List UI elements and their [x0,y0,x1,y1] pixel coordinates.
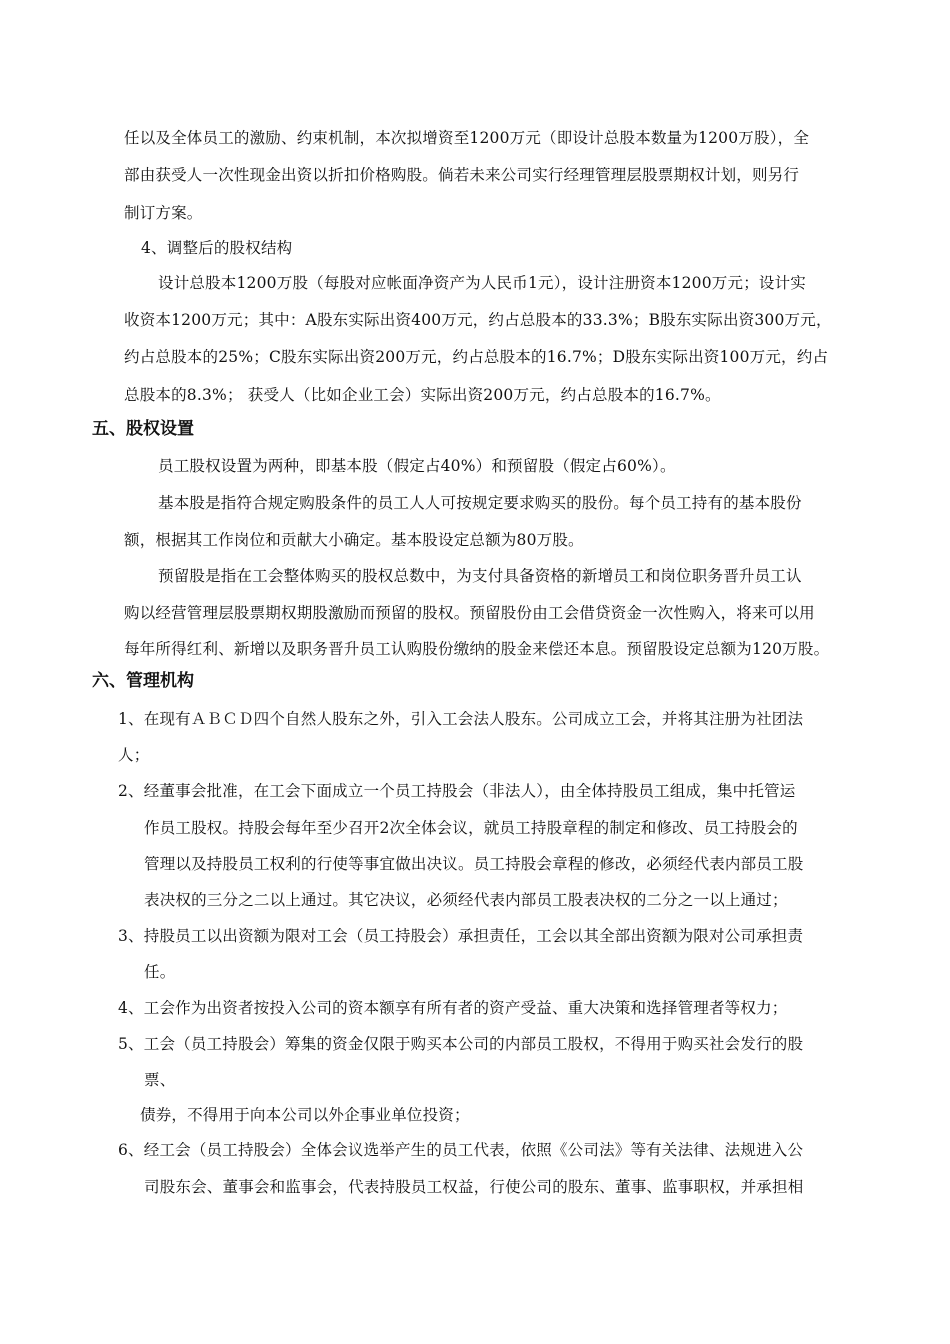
section-heading-5: 五、股权设置 [92,419,194,439]
list-item-line: 票、 [144,1071,176,1089]
paragraph-line: 购以经营管理层股票期权期股激励而预留的股权。预留股份由工会借贷资金一次性购入，将来可以用 [124,604,815,622]
paragraph-line: 部由获受人一次性现金出资以折扣价格购股。倘若未来公司实行经理管理层股票期权计划，则另行 [124,166,800,184]
paragraph-line: 任以及全体员工的激励、约束机制，本次拟增资至1200万元（即设计总股本数量为1200万股），全 [124,129,810,147]
list-item-line: 人； [118,746,150,764]
list-item-line: 管理以及持股员工权利的行使等事宜做出决议。员工持股会章程的修改，必须经代表内部员工股 [144,855,804,873]
paragraph-line: 设计总股本1200万股（每股对应帐面净资产为人民币1元），设计注册资本1200万元；设计实 [158,274,807,292]
paragraph-line: 约占总股本的25%；C股东实际出资200万元，约占总股本的16.7%；D股东实际出资100万元，约占 [124,348,829,366]
list-item-line: 债券，不得用于向本公司以外企事业单位投资； [140,1106,470,1124]
paragraph-line: 员工股权设置为两种，即基本股（假定占40%）和预留股（假定占60%）。 [158,457,676,475]
paragraph-line: 额，根据其工作岗位和贡献大小确定。基本股设定总额为80万股。 [124,531,584,549]
paragraph-line: 收资本1200万元；其中：A股东实际出资400万元，约占总股本的33.3%；B股东实际出资300万元， [124,311,832,329]
paragraph-line: 总股本的8.3%； 获受人（比如企业工会）实际出资200万元，约占总股本的16.7%。 [124,386,721,404]
paragraph-line: 制订方案。 [124,204,203,222]
paragraph-line: 每年所得红利、新增以及职务晋升员工认购股份缴纳的股金来偿还本息。预留股设定总额为120万股。 [124,640,830,658]
list-item-line: 5、工会（员工持股会）筹集的资金仅限于购买本公司的内部员工股权，不得用于购买社会发行的股 [118,1035,804,1053]
list-item-line: 4、工会作为出资者按投入公司的资本额享有所有者的资产受益、重大决策和选择管理者等权力； [118,999,788,1017]
list-item-line: 任。 [144,963,176,981]
paragraph-line: 基本股是指符合规定购股条件的员工人人可按规定要求购买的股份。每个员工持有的基本股份 [158,494,802,512]
list-item-line: 表决权的三分之二以上通过。其它决议，必须经代表内部员工股表决权的二分之一以上通过； [144,891,788,909]
list-item-line: 作员工股权。持股会每年至少召开2次全体会议，就员工持股章程的制定和修改、员工持股会的 [144,819,798,837]
list-item-line: 1、在现有ＡＢＣＤ四个自然人股东之外，引入工会法人股东。公司成立工会，并将其注册为社团法 [118,710,804,728]
list-item-line: 2、经董事会批准，在工会下面成立一个员工持股会（非法人），由全体持股员工组成，集中托管运 [118,782,796,800]
list-item-line: 6、经工会（员工持股会）全体会议选举产生的员工代表，依照《公司法》等有关法律、法规进入公 [118,1141,804,1159]
subheading-item4: 4、调整后的股权结构 [141,239,293,257]
list-item-line: 司股东会、董事会和监事会，代表持股员工权益，行使公司的股东、董事、监事职权，并承担相 [144,1178,804,1196]
section-heading-6: 六、管理机构 [92,671,194,691]
paragraph-line: 预留股是指在工会整体购买的股权总数中，为支付具备资格的新增员工和岗位职务晋升员工认 [158,567,802,585]
list-item-line: 3、持股员工以出资额为限对工会（员工持股会）承担责任，工会以其全部出资额为限对公司承担责 [118,927,804,945]
